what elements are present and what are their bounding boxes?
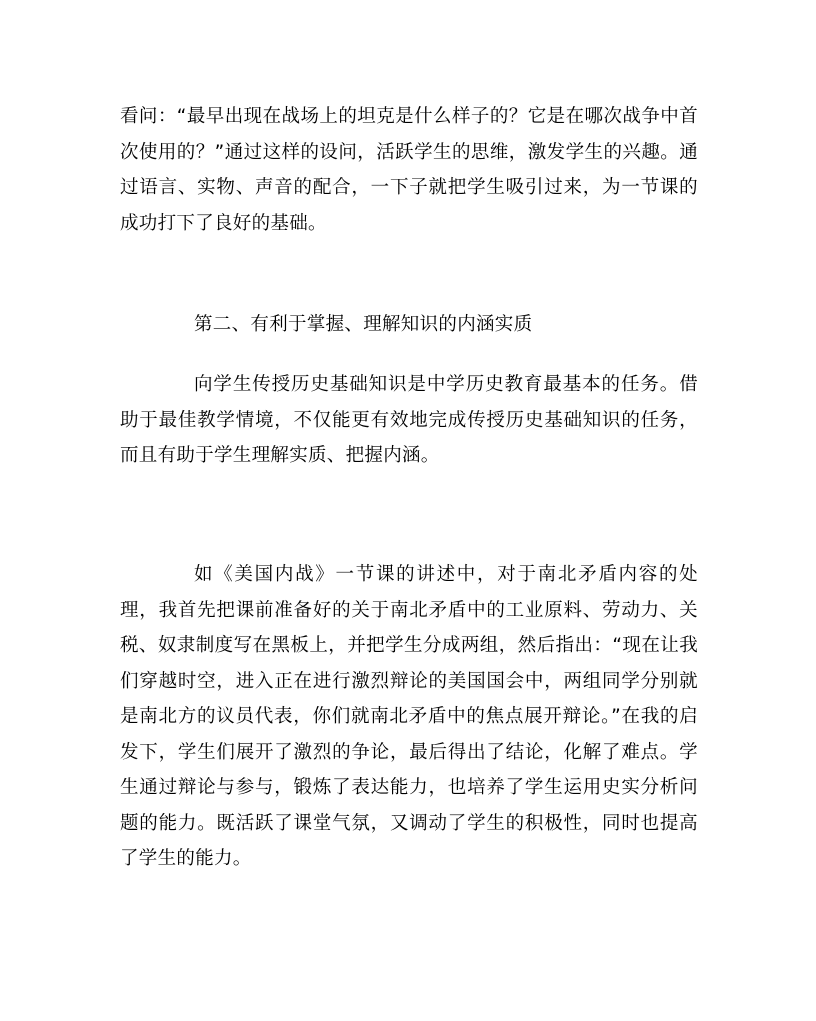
body-paragraph: 看问：“最早出现在战场上的坦克是什么样子的？它是在哪次战争中首次使用的？”通过这样的设问，活跃学生的思维，激发学生的兴趣。通过语言、实物、声音的配合，一下子就把学生吸引过来，为一节课的成功打下了良好的基础。 — [120, 106, 698, 234]
section-heading: 第二、有利于掌握、理解知识的内涵实质 — [194, 314, 533, 335]
body-paragraph: 如《美国内战》一节课的讲述中，对于南北矛盾内容的处理，我首先把课前准备好的关于南北矛盾中的工业原料、劳动力、关税、奴隶制度写在黑板上，并把学生分成两组，然后指出：“现在让我们穿越时空，进入正在进行激烈辩论的美国国会中，两组同学分别就是南北方的议员代表，你们就南北矛盾中的焦点展开辩论。”在我的启发下，学生们展开了激烈的争论，最后得出了结论，化解了难点。学生通过辩论与参与，锻炼了表达能力，也培养了学生运用史实分析问题的能力。既活跃了课堂气氛，又调动了学生的积极性，同时也提高了学生的能力。 — [120, 564, 698, 869]
body-paragraph: 向学生传授历史基础知识是中学历史教育最基本的任务。借助于最佳教学情境，不仅能更有效地完成传授历史基础知识的任务，而且有助于学生理解实质、把握内涵。 — [120, 374, 698, 466]
